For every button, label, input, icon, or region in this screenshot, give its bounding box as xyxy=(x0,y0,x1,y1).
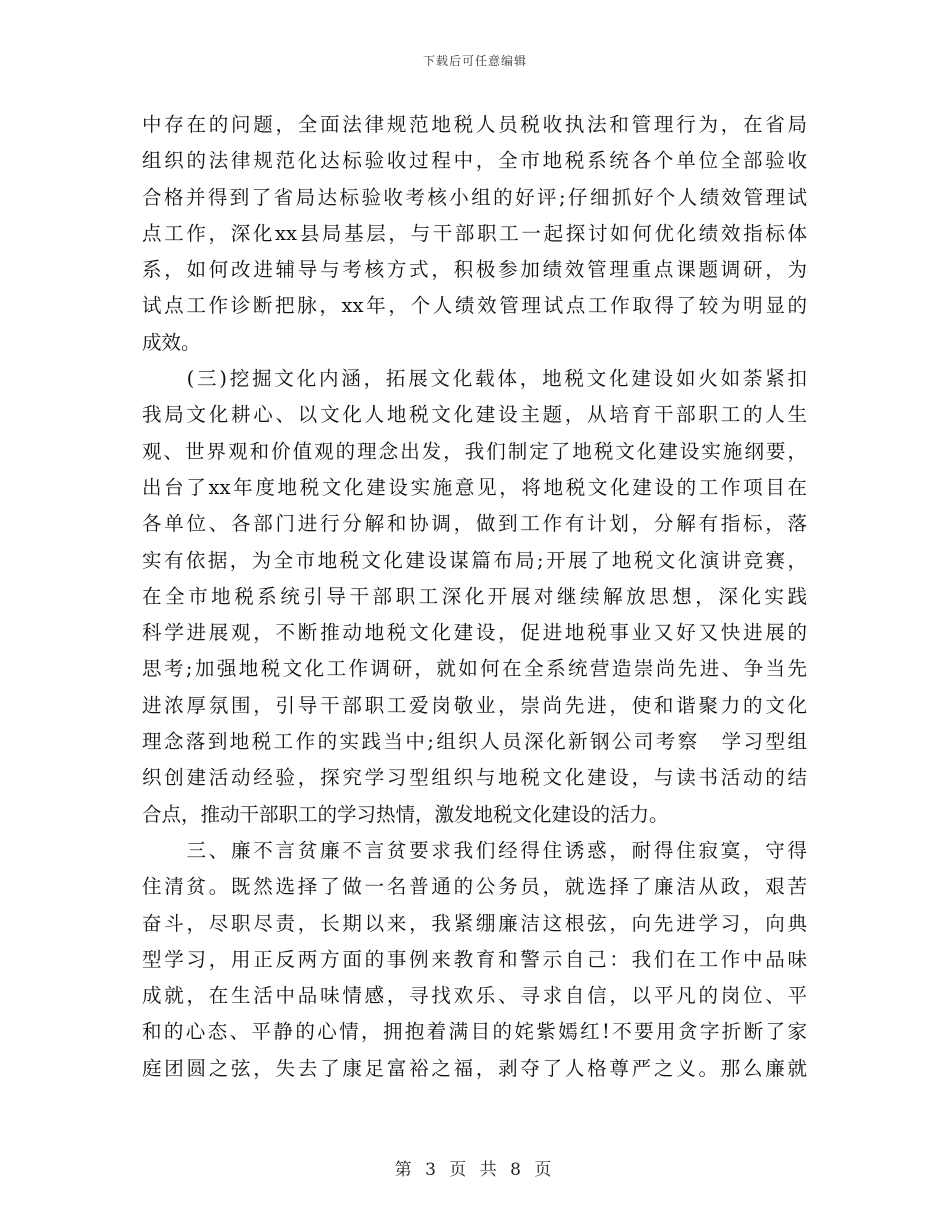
document-body xyxy=(142,107,807,1087)
text-line: 科学进展观，不断推动地税文化建设，促进地税事业又好又快进展的 xyxy=(142,621,807,645)
paragraph-end-line: 成效。 xyxy=(142,330,201,354)
text-line: 庭团圆之弦，失去了康足富裕之福，剥夺了人格尊严之义。那么廉就 xyxy=(142,1056,807,1080)
text-line: 组织的法律规范化达标验收过程中，全市地税系统各个单位全部验收 xyxy=(142,149,807,173)
text-line: 织创建活动经验，探究学习型组织与地税文化建设，与读书活动的结 xyxy=(142,766,807,790)
text-line: 型学习，用正反两方面的事例来教育和警示自己：我们在工作中品味 xyxy=(142,947,807,971)
text-line: 实有依据，为全市地税文化建设谋篇布局;开展了地税文化演讲竞赛， xyxy=(142,548,807,572)
text-line: 三、廉不言贫廉不言贫要求我们经得住诱惑，耐得住寂寞，守得 xyxy=(142,838,807,862)
text-line: 系，如何改进辅导与考核方式，积极参加绩效管理重点课题调研，为 xyxy=(142,258,807,282)
text-line: 点工作，深化xx县局基层，与干部职工一起探讨如何优化绩效指标体 xyxy=(142,221,807,245)
text-line: 出台了xx年度地税文化建设实施意见，将地税文化建设的工作项目在 xyxy=(142,475,807,499)
text-line: 中存在的问题，全面法律规范地税人员税收执法和管理行为，在省局 xyxy=(142,113,807,136)
text-line: 理念落到地税工作的实践当中;组织人员深化新钢公司考察 学习型组 xyxy=(142,730,807,754)
text-line: 观、世界观和价值观的理念出发，我们制定了地税文化建设实施纲要， xyxy=(142,439,807,463)
text-line: 和的心态、平静的心情，拥抱着满目的姹紫嫣红!不要用贪字折断了家 xyxy=(142,1020,807,1044)
text-line: 合格并得到了省局达标验收考核小组的好评;仔细抓好个人绩效管理试 xyxy=(142,185,807,209)
text-line: 试点工作诊断把脉，xx年，个人绩效管理试点工作取得了较为明显的 xyxy=(142,294,807,318)
text-line: 住清贫。既然选择了做一名普通的公务员，就选择了廉洁从政，艰苦 xyxy=(142,875,807,899)
page-number-footer: 第 3 页 共 8 页 xyxy=(394,1160,556,1180)
paragraph-end-line: 合点，推动干部职工的学习热情，激发地税文化建设的活力。 xyxy=(142,802,669,826)
text-line: 进浓厚氛围，引导干部职工爱岗敬业，崇尚先进，使和谐聚力的文化 xyxy=(142,693,807,717)
page-header: 下载后可任意编辑 xyxy=(422,54,527,68)
text-line: 思考;加强地税文化工作调研，就如何在全系统营造崇尚先进、争当先 xyxy=(142,657,807,681)
text-line: 奋斗，尽职尽责，长期以来，我紧绷廉洁这根弦，向先进学习，向典 xyxy=(142,911,807,935)
text-line: 我局文化耕心、以文化人地税文化建设主题，从培育干部职工的人生 xyxy=(142,403,807,427)
text-line: 成就，在生活中品味情感，寻找欢乐、寻求自信，以平凡的岗位、平 xyxy=(142,984,807,1008)
text-line: 在全市地税系统引导干部职工深化开展对继续解放思想，深化实践 xyxy=(142,584,807,608)
text-line: 各单位、各部门进行分解和协调，做到工作有计划，分解有指标，落 xyxy=(142,512,807,536)
text-line: (三)挖掘文化内涵，拓展文化载体，地税文化建设如火如荼紧扣 xyxy=(142,367,807,391)
